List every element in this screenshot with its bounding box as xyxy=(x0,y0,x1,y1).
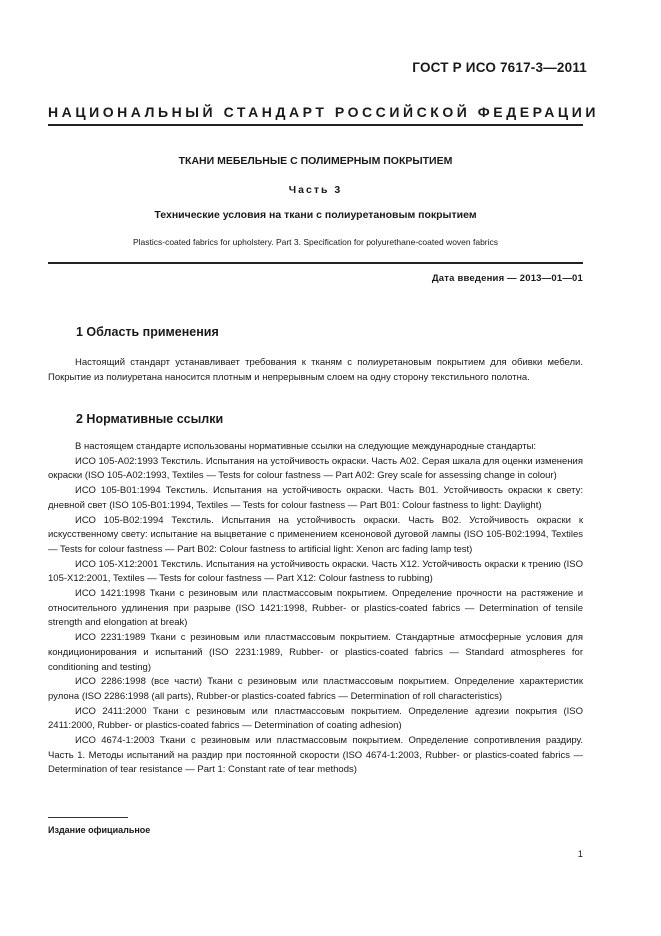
reference-item: ИСО 4674-1:2003 Ткани с резиновым или пластмассовым покрытием. Определение сопротивления раздиру. Часть 1. Методы испытаний на раздир при постоянной скорости (ISO 4674-1:2003, Rubber- or plastics-coated fabrics — Determination of tear resistance — Part 1: Constant rate of tear methods) xyxy=(48,735,583,776)
page-number: 1 xyxy=(577,849,583,860)
document-subtitle: Технические условия на ткани с полиуретановым покрытием xyxy=(154,209,477,221)
paragraph: Настоящий стандарт устанавливает требования к тканям с полиуретановым покрытием для обивки мебели. Покрытие из полиуретана наносится плотным и непрерывным слоем на одну сторону текстильного полотна. xyxy=(48,357,583,383)
part-label: Часть 3 xyxy=(288,184,343,196)
title-divider xyxy=(48,262,583,264)
reference-item: ИСО 105-В02:1994 Текстиль. Испытания на устойчивость окраски. Часть В02. Устойчивость окраски к искусственному свету: испытание на выцветание с применением ксеноновой дуговой лампы (ISO 105-В02:1994, Textiles — Tests for colour fastness — Part B02: Colour fastness to artificial light: Xenon arc fading lamp test) xyxy=(48,514,583,555)
reference-item: ИСО 2411:2000 Ткани с резиновым или пластмассовым покрытием. Определение адгезии покрытия (ISO 2411:2000, Rubber- or plastics-coated fabrics — Determination of coating adhesion) xyxy=(48,705,583,732)
top-divider xyxy=(48,124,583,126)
edition-label: Издание официальное xyxy=(48,825,151,835)
introduction-date: Дата введения — 2013—01—01 xyxy=(431,273,583,284)
reference-item: ИСО 105-А02:1993 Текстиль. Испытания на устойчивость окраски. Часть А02. Серая шкала для оценки изменения окраски (ISO 105-А02:1993, Textiles — Tests for colour fastness — Part A02: Grey scale for assessing change in colour) xyxy=(48,455,583,482)
reference-item: ИСО 105-В01:1994 Текстиль. Испытания на устойчивость окраски. Часть В01. Устойчивость окраски к свету: дневной свет (ISO 105-В01:1994, Textiles — Tests for colour fastness — Part B01: Colour fastness to light: Daylight) xyxy=(48,485,583,511)
section-heading-scope: 1 Область применения xyxy=(76,325,219,339)
section-body-scope xyxy=(48,356,583,385)
section-heading-references: 2 Нормативные ссылки xyxy=(76,412,224,426)
footer-divider xyxy=(48,817,128,818)
reference-item: ИСО 1421:1998 Ткани с резиновым или пластмассовым покрытием. Определение прочности на растяжение и относительного удлинения при разрыве (ISO 1421:1998, Rubber- or plastics-coated fabrics — Determination of tensile strength and elongation at break) xyxy=(48,588,583,629)
reference-item: ИСО 2231:1989 Ткани с резиновым или пластмассовым покрытием. Стандартные атмосферные условия для кондиционирования и испытаний (ISO 2231:1989, Rubber- or plastics-coated fabrics — Standard atmospheres for conditioning and testing) xyxy=(48,632,583,673)
reference-item: ИСО 2286:1998 (все части) Ткани с резиновым или пластмассовым покрытием. Определение характеристик рулона (ISO 2286:1998 (all parts), Rubber-or plastics-coated fabrics — Determination of roll characteristics) xyxy=(48,676,583,702)
reference-item: ИСО 105-Х12:2001 Текстиль. Испытания на устойчивость окраски. Часть Х12. Устойчивость окраски к трению (ISO 105-Х12:2001, Textiles — Tests for colour fastness — Part X12: Colour fastness to rubbing) xyxy=(48,558,583,585)
standard-title: НАЦИОНАЛЬНЫЙ СТАНДАРТ РОССИЙСКОЙ ФЕДЕРАЦИИ xyxy=(48,104,599,120)
document-title: ТКАНИ МЕБЕЛЬНЫЕ С ПОЛИМЕРНЫМ ПОКРЫТИЕМ xyxy=(178,155,453,167)
section-body-references xyxy=(48,440,583,778)
document-code: ГОСТ Р ИСО 7617-3—2011 xyxy=(412,60,587,75)
english-title: Plastics-coated fabrics for upholstery. Part 3. Specification for polyurethane-coated woven fabrics xyxy=(132,237,499,247)
paragraph: В настоящем стандарте использованы нормативные ссылки на следующие международные стандарты: xyxy=(75,441,537,452)
